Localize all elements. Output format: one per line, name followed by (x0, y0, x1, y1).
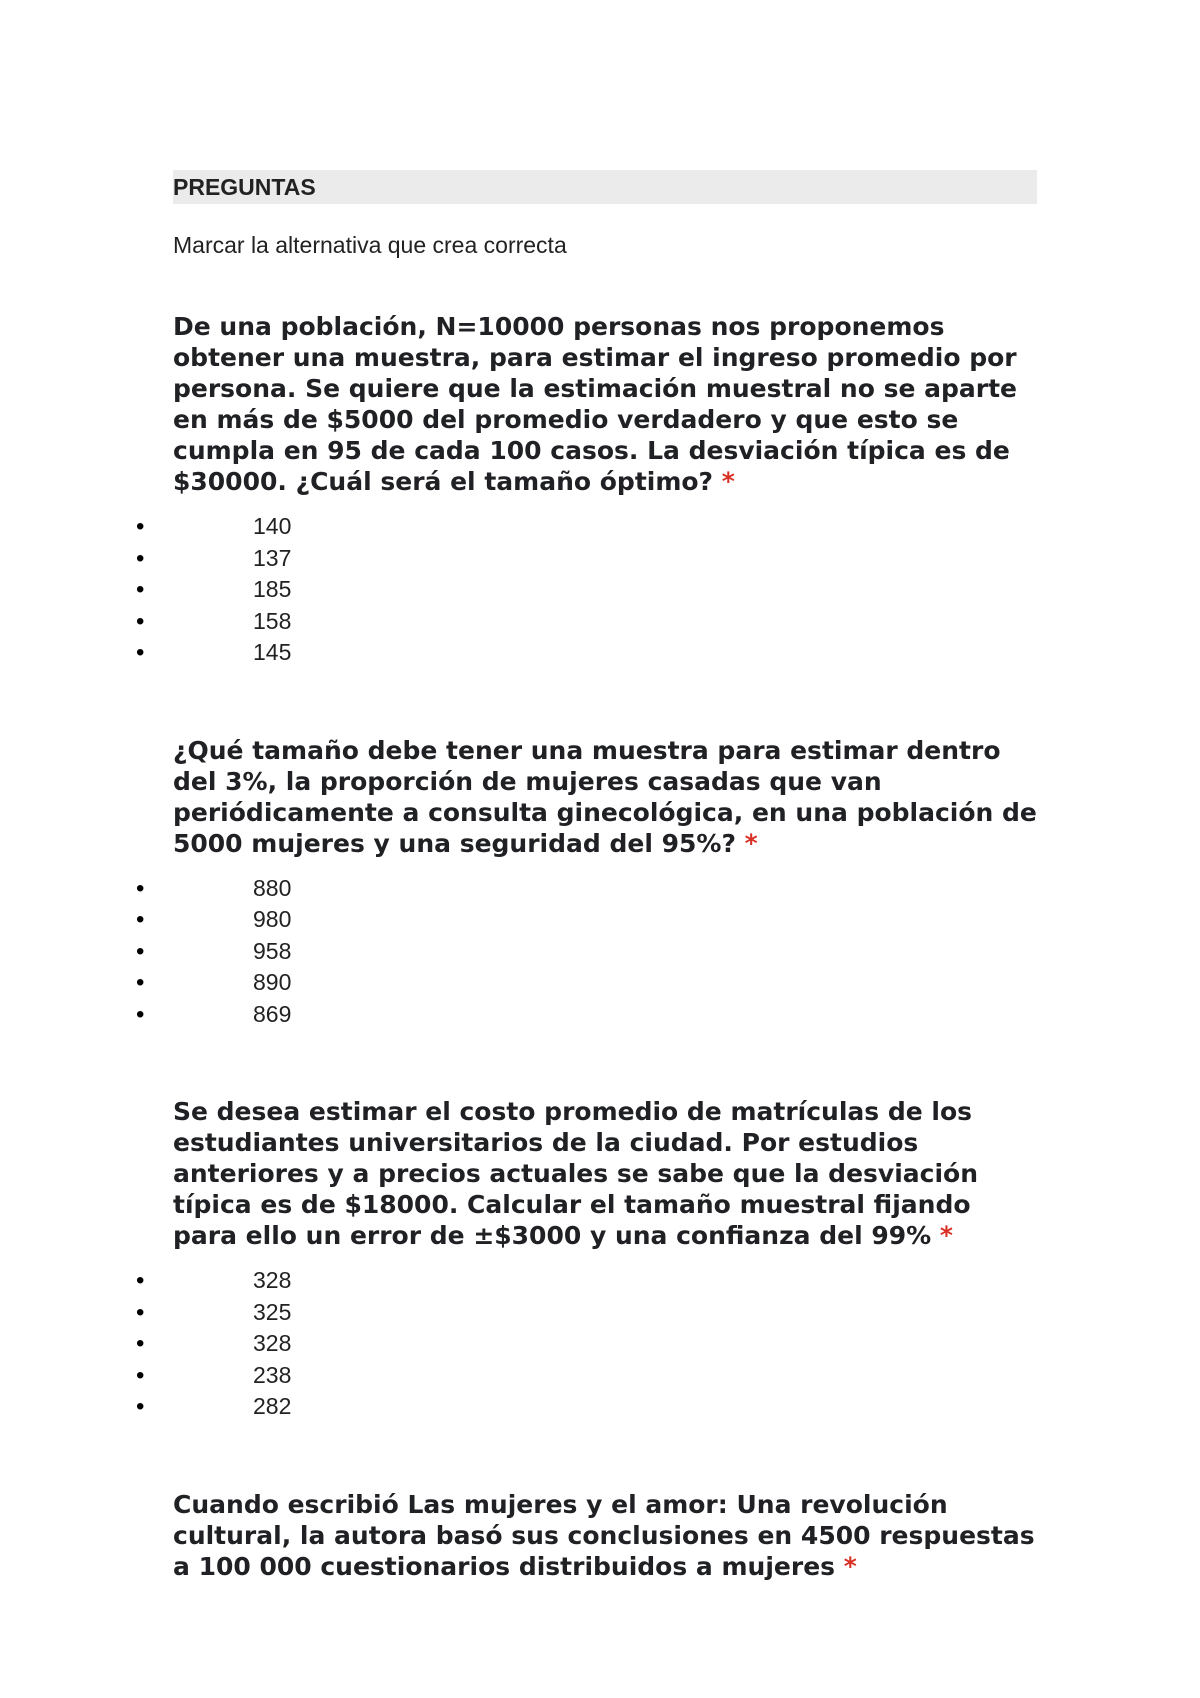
option-item[interactable]: • 185 (173, 574, 1037, 606)
question-text: Se desea estimar el costo promedio de matrículas de los estudiantes universitarios de la ciudad. Por estudios anteriores y a precios actuales se sabe que la desviación típica es de $18000. Calcular el tamaño muestral fijando para ello un error de ±$3000 y una confianza del 99% * (173, 1097, 979, 1250)
required-marker: * (721, 467, 735, 496)
question-text: ¿Qué tamaño debe tener una muestra para estimar dentro del 3%, la proporción de mujeres casadas que van periódicamente a consulta ginecológica, en una población de 5000 mujeres y una seguridad del 95%? * (173, 735, 1037, 858)
bullet-icon: • (136, 906, 145, 933)
option-item[interactable]: • 869 (173, 999, 1037, 1031)
question-text: De una población, N=10000 personas nos proponemos obtener una muestra, para estimar el ingreso promedio por persona. Se quiere que la estimación muestral no se aparte en más de $5000 del promedio verdadero y que esto se cumpla en 95 de cada 100 casos. La desviación típica es de $30000. ¿Cuál será el tamaño óptimo? * (173, 312, 1018, 496)
question-block (173, 1489, 1037, 1582)
bullet-icon: • (136, 1000, 145, 1028)
section-title: PREGUNTAS (173, 174, 316, 200)
option-item[interactable]: • 282 (173, 1391, 1037, 1423)
question-block (136, 311, 1037, 669)
option-item[interactable]: • 880 (173, 873, 1037, 905)
required-marker: * (843, 1551, 857, 1581)
option-item[interactable]: • 325 (173, 1297, 1037, 1329)
question-block (136, 1096, 1037, 1423)
option-item[interactable]: • 158 (173, 606, 1037, 638)
bullet-icon: • (136, 1330, 145, 1357)
option-item[interactable]: • 328 (173, 1328, 1037, 1360)
document-page (136, 170, 1037, 1596)
bullet-icon: • (136, 513, 145, 540)
bullet-icon: • (136, 969, 145, 996)
option-item[interactable]: • 980 (173, 904, 1037, 936)
option-item[interactable]: • 238 (173, 1360, 1037, 1392)
question-text: Cuando escribió Las mujeres y el amor: Una revolución cultural, la autora basó sus conclusiones en 4500 respuestas a 100 000 cuestionarios distribuidos a mujeres * (173, 1489, 1035, 1581)
bullet-icon: • (136, 874, 145, 902)
options-list (136, 511, 1037, 669)
bullet-icon: • (136, 576, 145, 603)
option-item[interactable]: • 137 (173, 543, 1037, 575)
required-marker: * (939, 1221, 953, 1250)
options-list (136, 873, 1037, 1031)
bullet-icon: • (136, 1298, 145, 1326)
option-item[interactable]: • 958 (173, 936, 1037, 968)
bullet-icon: • (136, 544, 145, 572)
bullet-icon: • (136, 937, 145, 965)
option-item[interactable]: • 890 (173, 967, 1037, 999)
required-marker: * (744, 828, 758, 858)
instruction-text: Marcar la alternativa que crea correcta (173, 232, 567, 258)
option-item[interactable]: • 145 (173, 637, 1037, 669)
option-item[interactable]: • 140 (173, 511, 1037, 543)
option-item[interactable]: • 328 (173, 1265, 1037, 1297)
options-list (136, 1265, 1037, 1423)
question-block (136, 735, 1037, 1031)
bullet-icon: • (136, 607, 145, 635)
section-header (173, 170, 1037, 204)
bullet-icon: • (136, 1267, 145, 1294)
bullet-icon: • (136, 639, 145, 666)
bullet-icon: • (136, 1393, 145, 1420)
bullet-icon: • (136, 1361, 145, 1389)
